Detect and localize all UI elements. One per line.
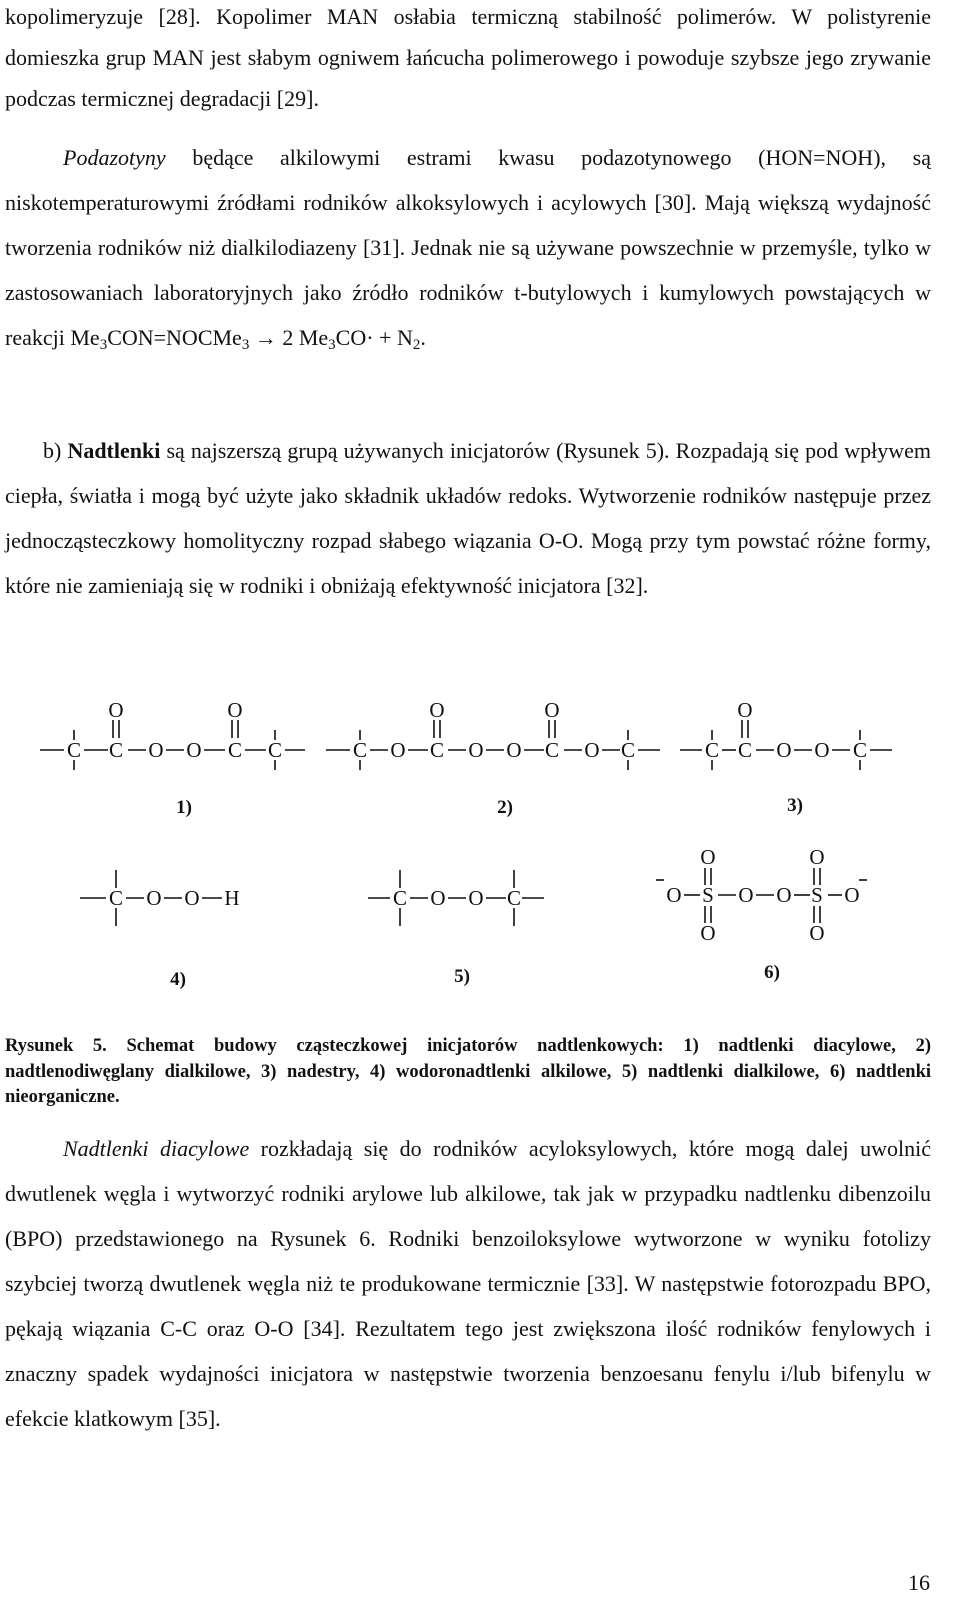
structure-label: 4): [170, 969, 186, 990]
atom-label: C: [544, 738, 560, 762]
structure-label: 3): [787, 795, 803, 816]
paragraph-line: zrywanie podczas termicznej degradacji [29].: [5, 45, 931, 111]
atom-label: O: [700, 921, 716, 945]
term-podazotyny: Podazotyny: [63, 145, 166, 170]
atom-label: C: [620, 738, 636, 762]
atom-label: O: [146, 886, 162, 910]
atom-label: O: [429, 698, 445, 722]
atom-label: H: [224, 886, 240, 910]
paragraph-podazotyny: [5, 135, 931, 360]
paragraph-text: są najszerszą grupą używanych inicjatorów (Rysunek 5). Rozpadają się pod wpływem ciepła, światła i mogą być użyte jako składnik układów redoks. Wytworzenie rodników następuje przez jednocząsteczkowy homolityczny rozpad słabego wiązania O-O. Mogą przy tym powstać różne formy, które nie zamieniają się w rodniki i obniżają efektywność inicjatora [32].: [5, 438, 932, 598]
paragraph-text: będące alkilowymi estrami kwasu podazotynowego (HON=NOH), są niskotemperaturowymi źródłami rodników alkoksylowych i acylowych [30]. Mają większą wydajność tworzenia rodników niż dialkilodiazeny [31]. Jednak nie są używane powszechnie w przemyśle, tylko w zastosowaniach laboratoryjnych jako źródło rodników t-butylowych i kumylowych powstających w reakcji: [5, 145, 931, 350]
atom-label: O: [227, 698, 243, 722]
atom-label: O: [390, 738, 406, 762]
structure-dialkyl-peroxydicarbonate: [326, 720, 660, 770]
structure-label: 6): [764, 962, 780, 983]
paragraph-diacyl-peroxides: [5, 1126, 931, 1441]
atom-label: C: [227, 738, 243, 762]
atom-label: S: [811, 883, 823, 907]
atom-label: C: [108, 738, 124, 762]
atom-label: O: [148, 738, 164, 762]
page-number: 16: [908, 1570, 930, 1595]
term-nadtlenki-diacylowe: Nadtlenki diacylowe: [63, 1136, 250, 1161]
atom-label: O: [468, 738, 484, 762]
atom-label: O: [108, 698, 124, 722]
atom-label: C: [704, 738, 720, 762]
atom-label: O: [184, 886, 200, 910]
atom-label: O: [430, 886, 446, 910]
atom-label: S: [702, 883, 714, 907]
atom-label: C: [392, 886, 408, 910]
atom-label: O: [700, 845, 716, 869]
atom-label: C: [66, 738, 82, 762]
paragraph-nadtlenki: b) Nadtlenki są najszerszą grupą używanych inicjatorów (Rysunek 5). Rozpadają się pod wpływem ciepła, światła i mogą być użyte jako składnik układów redoks. Wytworzenie rodników następuje przez jednocząsteczkowy homolityczny rozpad słabego wiązania O-O. Mogą przy tym powstać różne formy, które nie zamieniają się w rodniki i obniżają efektywność inicjatora [32].: [5, 438, 932, 598]
atom-label: O: [776, 738, 792, 762]
paragraph-line: kopolimeryzuje [28]. Kopolimer MAN osłabia termiczną stabilność polimerów. W polistyrenie: [5, 4, 931, 29]
paragraph-line: domieszka grup MAN jest słabym ogniwem łańcucha polimerowego i powoduje szybsze jego: [5, 45, 844, 70]
structure-label: 1): [176, 797, 192, 818]
atom-label: O: [737, 698, 753, 722]
term-nadtlenki: Nadtlenki: [67, 438, 161, 463]
atom-label: C: [267, 738, 283, 762]
atom-label: C: [108, 886, 124, 910]
atom-label: O: [186, 738, 202, 762]
atom-label: O: [544, 698, 560, 722]
peroxide-structures-figure: [0, 680, 960, 1010]
atom-label: O: [809, 921, 825, 945]
atom-label: O: [506, 738, 522, 762]
atom-label: C: [429, 738, 445, 762]
atom-label: O: [468, 886, 484, 910]
structure-label: 2): [497, 797, 513, 818]
reaction-equation: $Me_3CON=NOCMe_3 \to 2$ $Me_3CO\cdot + N_2$.: [70, 325, 426, 353]
structure-label: 5): [454, 966, 470, 987]
paragraph-text: rozkładają się do rodników acyloksylowych, które mogą dalej uwolnić dwutlenek węgla i wytworzyć rodniki arylowe lub alkilowe, tak jak w przypadku nadtlenku dibenzoilu (BPO) przedstawionego na Rysunek 6. Rodniki benzoiloksylowe wytworzone w wyniku fotolizy szybciej tworzą dwutlenek węgla niż te produkowane termicznie [33]. W następstwie fotorozpadu BPO, pękają wiązania C-C oraz O-O [34]. Rezultatem tego jest zwiększona ilość rodników fenylowych i znaczny spadek wydajności inicjatora w następstwie tworzenia benzoesanu fenylu i/lub bifenylu w efekcie klatkowym [35].: [5, 1136, 931, 1431]
atom-label: O: [738, 883, 754, 907]
atom-label: O: [584, 738, 600, 762]
atom-label: O: [776, 883, 792, 907]
atom-label: C: [737, 738, 753, 762]
atom-label: O: [814, 738, 830, 762]
atom-label: O: [844, 883, 860, 907]
atom-label: C: [506, 886, 522, 910]
atom-label: C: [852, 738, 868, 762]
figure-caption: Rysunek 5. Schemat budowy cząsteczkowej inicjatorów nadtlenkowych: 1) nadtlenki diacylowe, 2) nadtlenodiwęglany dialkilowe, 3) nadestry, 4) wodoronadtlenki alkilowe, 5) nadtlenki dialkilowe, 6) nadtlenki nieorganiczne.: [5, 1036, 931, 1107]
atom-label: O: [666, 883, 682, 907]
atom-label: C: [352, 738, 368, 762]
paragraph-continuation: [5, 0, 931, 119]
atom-label: O: [809, 845, 825, 869]
structure-inorganic-peroxide: [656, 868, 867, 923]
